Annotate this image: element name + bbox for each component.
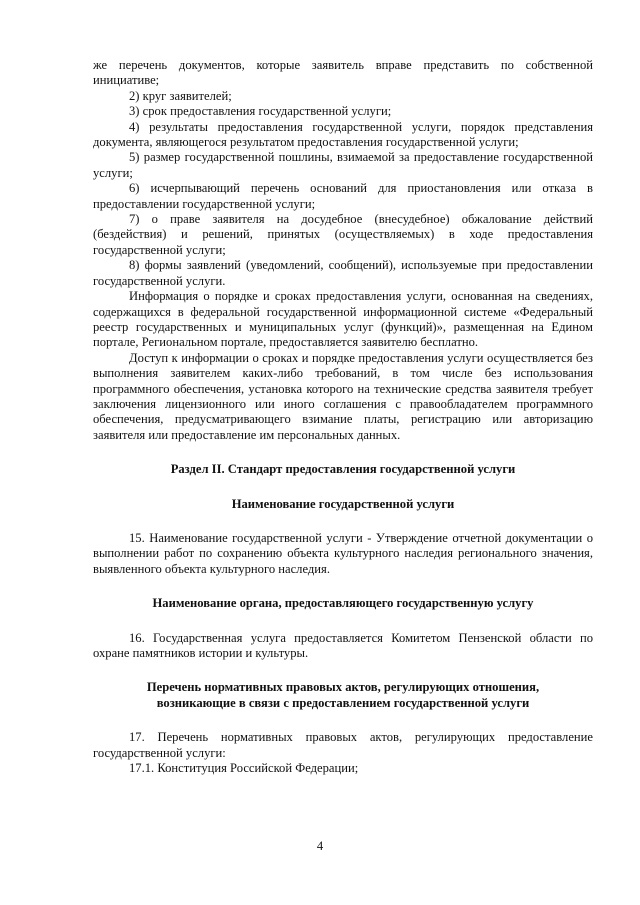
list-item-applicants: 2) круг заявителей;	[129, 88, 232, 103]
paragraph-information: Информация о порядке и сроках предоставления услуги, основанная на сведениях, содержащихся в федеральной государственной информационной системе «Федеральный реестр государственных и муниципальных услуг (функций)», размещенная на Едином портале, Региональном портале, предоставляется заявителю бесплатно.	[93, 289, 593, 350]
list-item-results: 4) результаты предоставления государственной услуги, порядок представления документа, являющегося результатом предоставления государственной услуги;	[93, 119, 593, 150]
list-item-forms: 8) формы заявлений (уведомлений, сообщений), используемые при предоставлении государственной услуги.	[93, 258, 593, 288]
list-item-appeal-right: 7) о праве заявителя на досудебное (внесудебное) обжалование действий (бездействия) и решений, принятых (осуществляемых) в ходе предоставления государственной услуги;	[93, 212, 593, 257]
heading-legal-acts-line-2: возникающие в связи с предоставлением государственной услуги	[156, 695, 530, 710]
paragraph-continuation: же перечень документов, которые заявитель вправе представить по собственной инициативе;	[93, 58, 593, 88]
heading-authority: Наименование органа, предоставляющего государственную услугу	[152, 596, 534, 611]
heading-service-name: Наименование государственной услуги	[231, 496, 455, 511]
list-item-fee: 5) размер государственной пошлины, взимаемой за предоставление государственной услуги;	[93, 150, 593, 180]
list-item-term: 3) срок предоставления государственной услуги;	[129, 104, 392, 119]
list-item-refusal-grounds: 6) исчерпывающий перечень оснований для приостановления или отказа в предоставлении государственной услуги;	[93, 181, 593, 211]
paragraph-access: Доступ к информации о сроках и порядке предоставления услуги осуществляется без выполнения заявителем каких-либо требований, в том числе без использования программного обеспечения, установка которого на технические средства заявителя требует заключения лицензионного или иного соглашения с правообладателем программного обеспечения, предусматривающего взимание платы, регистрацию или авторизацию заявителя или предоставление им персональных данных.	[93, 350, 593, 442]
section-heading: Раздел II. Стандарт предоставления государственной услуги	[170, 462, 516, 477]
page-number: 4	[316, 839, 324, 853]
heading-legal-acts	[93, 680, 593, 711]
paragraph-15: 15. Наименование государственной услуги - Утверждение отчетной документации о выполнении работ по сохранению объекта культурного наследия регионального значения, выявленного объекта культурного наследия.	[93, 530, 593, 576]
paragraph-17-1: 17.1. Конституция Российской Федерации;	[129, 761, 359, 776]
heading-legal-acts-line-1: Перечень нормативных правовых актов, регулирующих отношения,	[146, 680, 540, 695]
paragraph-17: 17. Перечень нормативных правовых актов, регулирующих предоставление государственной услуги:	[93, 730, 593, 760]
paragraph-16: 16. Государственная услуга предоставляется Комитетом Пензенской области по охране памятников истории и культуры.	[93, 630, 593, 660]
document-page	[93, 58, 593, 776]
